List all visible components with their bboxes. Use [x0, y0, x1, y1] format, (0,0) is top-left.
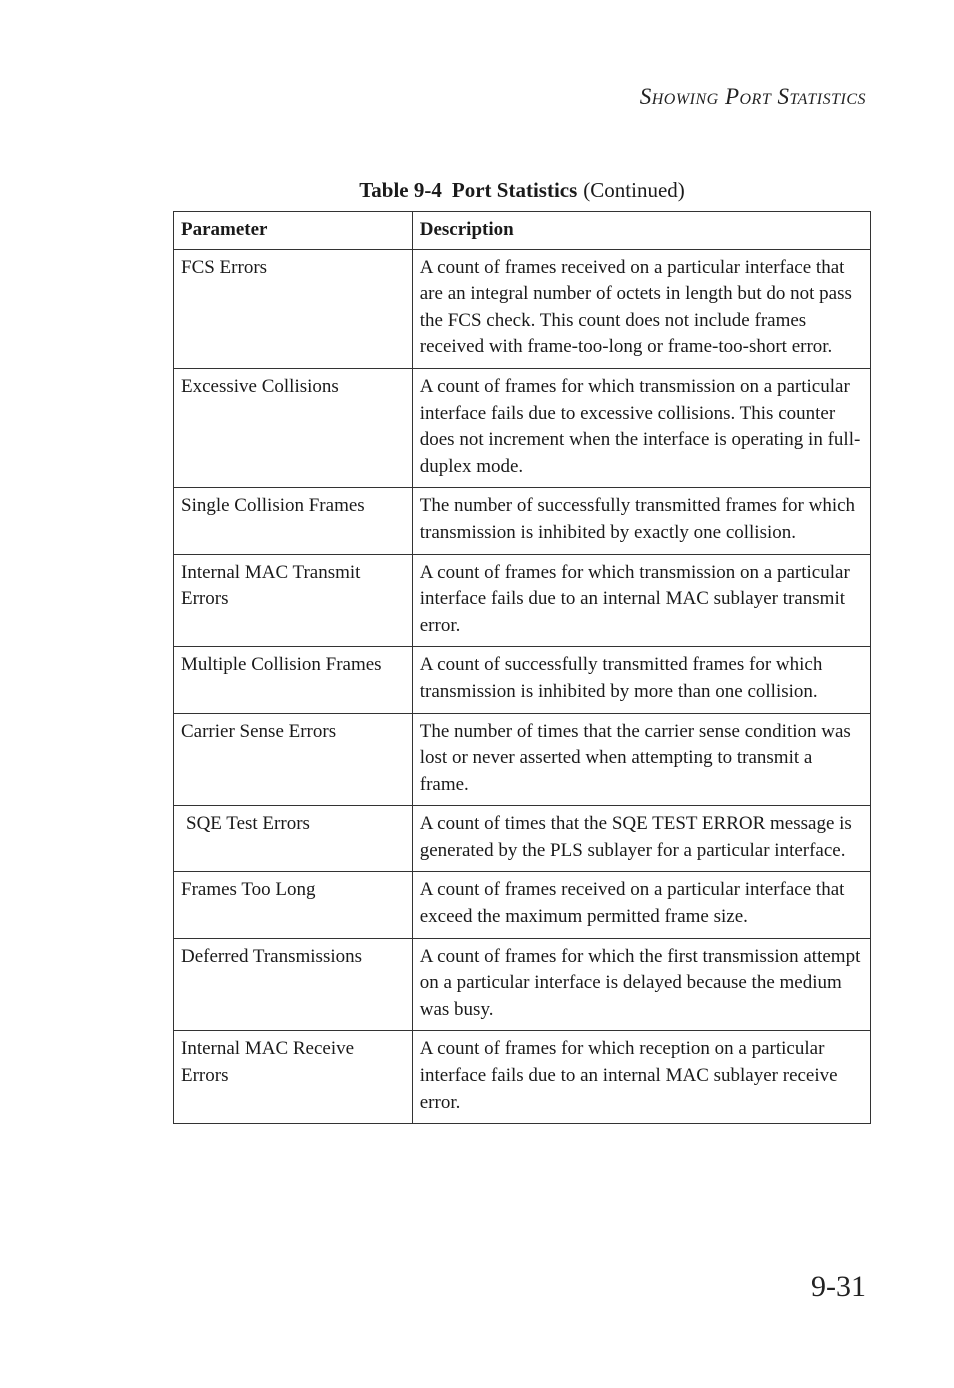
description-cell: A count of times that the SQE TEST ERROR message is generated by the PLS sublayer for a particular interface.	[412, 806, 870, 872]
description-cell: The number of successfully transmitted frames for which transmission is inhibited by exactly one collision.	[412, 488, 870, 554]
parameter-cell: FCS Errors	[174, 249, 413, 368]
parameter-cell: Single Collision Frames	[174, 488, 413, 554]
parameter-cell: Carrier Sense Errors	[174, 713, 413, 806]
table-caption-title: Port Statistics	[451, 178, 578, 202]
parameter-cell: Deferred Transmissions	[174, 938, 413, 1031]
parameter-cell: Frames Too Long	[174, 872, 413, 938]
parameter-cell: SQE Test Errors	[174, 806, 413, 872]
table-row	[174, 488, 871, 554]
parameter-cell: Multiple Collision Frames	[174, 647, 413, 713]
description-cell: The number of times that the carrier sense condition was lost or never asserted when attempting to transmit a frame.	[412, 713, 870, 806]
page-number: 9-31	[811, 1270, 866, 1303]
table-row	[174, 647, 871, 713]
table-row	[174, 368, 871, 487]
description-cell: A count of frames received on a particular interface that exceed the maximum permitted frame size.	[412, 872, 870, 938]
description-cell: A count of frames for which transmission on a particular interface fails due to an internal MAC sublayer transmit error.	[412, 554, 870, 647]
table-header-row	[174, 212, 871, 250]
description-cell: A count of successfully transmitted frames for which transmission is inhibited by more than one collision.	[412, 647, 870, 713]
parameter-cell: Internal MAC Receive Errors	[174, 1031, 413, 1124]
table-row	[174, 554, 871, 647]
table-row	[174, 713, 871, 806]
table-row	[174, 872, 871, 938]
table-row	[174, 938, 871, 1031]
description-cell: A count of frames for which reception on a particular interface fails due to an internal MAC sublayer receive error.	[412, 1031, 870, 1124]
port-statistics-table	[173, 211, 871, 1124]
table-row	[174, 806, 871, 872]
parameter-cell: Excessive Collisions	[174, 368, 413, 487]
running-header: Showing Port Statistics	[639, 84, 866, 109]
table-row	[174, 1031, 871, 1124]
description-cell: A count of frames for which the first transmission attempt on a particular interface is delayed because the medium was busy.	[412, 938, 870, 1031]
table-row	[174, 249, 871, 368]
description-cell: A count of frames received on a particular interface that are an integral number of octets in length but do not pass the FCS check. This count does not include frames received with frame-too-long or frame-too-short error.	[412, 249, 870, 368]
table-caption-continued: (Continued)	[583, 178, 685, 202]
column-header-description: Description	[412, 212, 870, 250]
description-cell: A count of frames for which transmission on a particular interface fails due to excessive collisions. This counter does not increment when the interface is operating in full-duplex mode.	[412, 368, 870, 487]
column-header-parameter: Parameter	[174, 212, 413, 250]
table-caption	[0, 178, 954, 203]
table-caption-label: Table 9-4	[359, 178, 442, 202]
parameter-cell: Internal MAC Transmit Errors	[174, 554, 413, 647]
